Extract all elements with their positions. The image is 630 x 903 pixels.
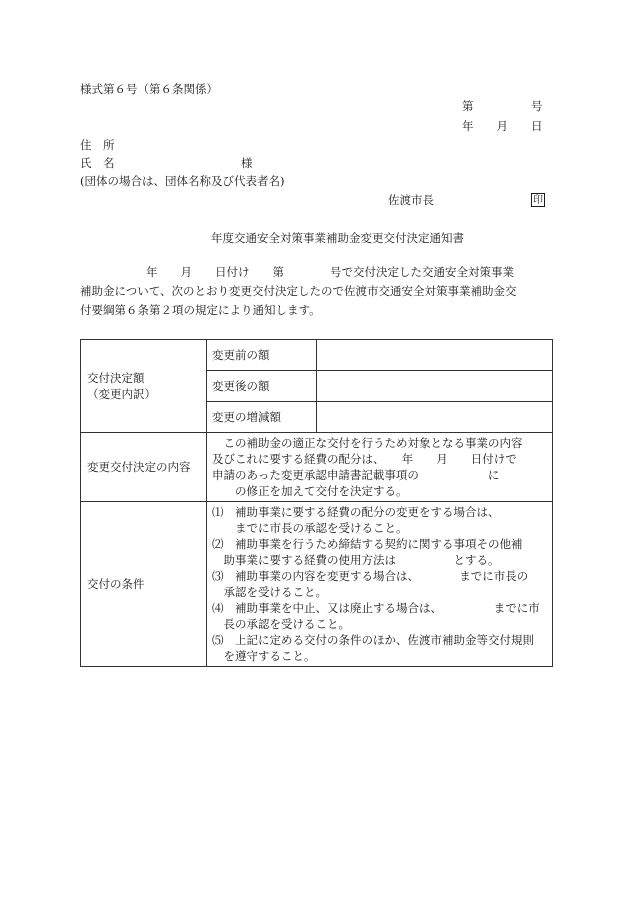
condition-line: 長の承認を受けること。 [212, 617, 350, 631]
change-line: この補助金の適正な交付を行うため対象となる事業の内容 [212, 436, 523, 450]
diff-amount-label: 変更の増減額 [207, 402, 317, 433]
notification-table [80, 339, 553, 667]
seal-stamp [531, 193, 545, 207]
condition-line: を遵守すること。 [212, 649, 316, 663]
amount-label-1: 交付決定額 [87, 371, 145, 385]
after-amount-label: 変更後の額 [207, 371, 317, 402]
condition-line: ⑵ 補助事業を行うため締結する契約に関する事項その他補 [212, 537, 523, 551]
change-line: 及びこれに要する経費の配分は、 年 月 日付けで [212, 452, 517, 466]
condition-line: ⑸ 上記に定める交付の条件のほか、佐渡市補助金等交付規則 [212, 633, 534, 647]
conditions-label: 交付の条件 [81, 502, 207, 667]
amount-label-2: （変更内訳） [87, 387, 156, 401]
condition-line: ⑴ 補助事業に要する経費の配分の変更をする場合は、 [212, 505, 500, 519]
issuer-name: 佐渡市長 [388, 193, 434, 207]
name-label: 氏 名 様 [80, 156, 253, 170]
body-line-2: 補助金について、次のとおり変更交付決定したので佐渡市交通安全対策事業補助金交 [80, 284, 517, 298]
condition-line: ⑷ 補助事業を中止、又は廃止する場合は、 までに市 [212, 601, 540, 615]
document-title: 年度交通安全対策事業補助金変更交付決定通知書 [211, 231, 464, 245]
before-amount-value [317, 340, 553, 371]
change-line: の修正を加えて交付を決定する。 [212, 484, 408, 498]
seal-char: 印 [533, 195, 543, 206]
condition-line: 承認を受けること。 [212, 585, 327, 599]
change-content-label: 変更交付決定の内容 [81, 433, 207, 502]
body-line-1: 年 月 日付け 第 号で交付決定した交通安全対策事業 [146, 265, 514, 279]
diff-amount-value [317, 402, 553, 433]
change-content-text [207, 433, 553, 502]
condition-line: までに市長の承認を受けること。 [212, 521, 408, 535]
document-number: 第 号 [462, 99, 543, 113]
group-note: (団体の場合は、団体名称及び代表者名) [80, 174, 285, 188]
change-line: 申請のあった変更承認申請書記載事項の に [212, 468, 500, 482]
date-line: 年 月 日 [462, 119, 543, 133]
condition-line: ⑶ 補助事業の内容を変更する場合は、 までに市長の [212, 569, 529, 583]
amount-label-cell [81, 340, 207, 433]
condition-line: 助事業に要する経費の使用方法は とする。 [212, 553, 500, 567]
conditions-text [207, 502, 553, 667]
address-label: 住 所 [80, 138, 115, 152]
before-amount-label: 変更前の額 [207, 340, 317, 371]
body-line-3: 付要綱第６条第２項の規定により通知します。 [80, 303, 321, 317]
form-number: 様式第６号（第６条関係） [80, 82, 218, 96]
after-amount-value [317, 371, 553, 402]
